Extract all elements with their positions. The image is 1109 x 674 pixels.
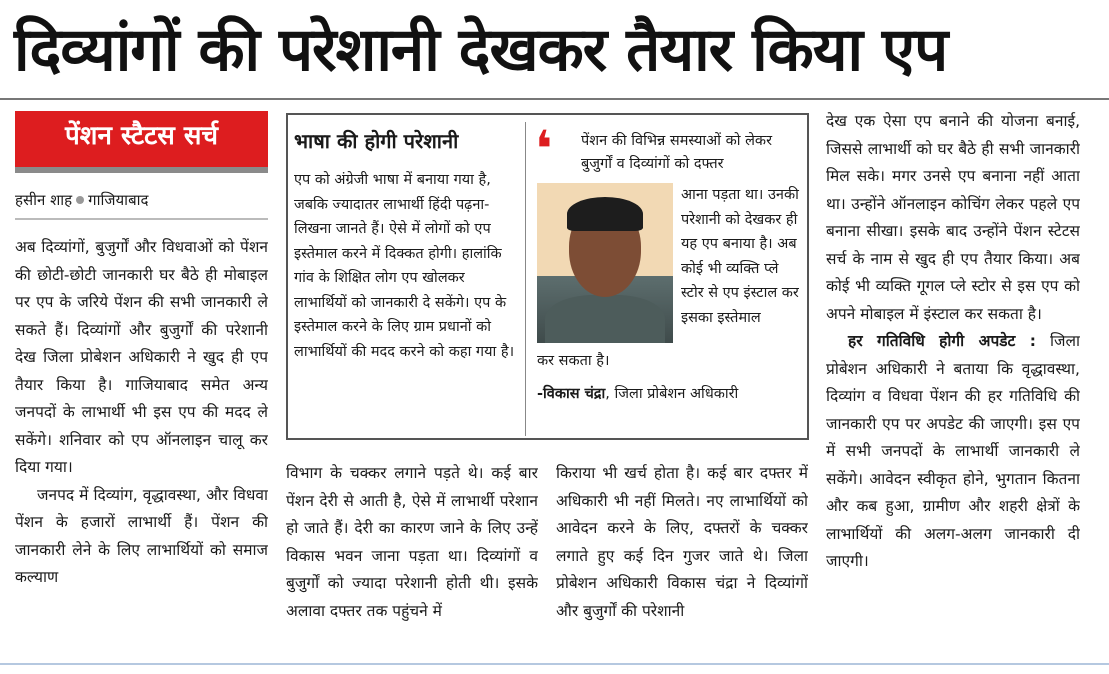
bottom-rule — [0, 663, 1109, 665]
column-1-paragraph-1: अब दिव्यांगों, बुजुर्गों और विधवाओं को पेंशन की छोटी-छोटी जानकारी घर बैठे ही मोबाइल पर एप के जरिये पेंशन की सभी जानकारी ले सकते हैं। दिव्यांगों और बुजुर्गों की परेशानी देख जिला प्रोबेशन अधिकारी ने खुद ही एप तैयार किया है। गाजियाबाद समेत अन्य जनपदों के लाभार्थी भी इस एप की मदद ले सकेंगे। शनिवार को एप ऑनलाइन चालू कर दिया गया। — [15, 238, 268, 476]
column-4-paragraph-1: देख एक ऐसा एप बनाने की योजना बनाई, जिससे लाभार्थी को घर बैठे ही सभी जानकारी मिल सके। मगर उनसे एप बनाना नहीं आता था। उन्होंने ऑनलाइन कोचिंग लेकर पहले एप बनाना सीखा। इसके बाद उन्होंने पेंशन स्टेटस सर्च के नाम से खुद ही एप तैयार किया। अब कोई भी व्यक्ति गूगल प्ले स्टोर से इस एप को अपने मोबाइल में इंस्टाल कर सकता है। — [826, 112, 1080, 323]
signature-title: , जिला प्रोबेशन अधिकारी — [605, 386, 739, 402]
signature-name: -विकास चंद्रा — [537, 386, 606, 402]
quote-text-right: आना पड़ता था। उनकी परेशानी को देखकर ही यह एप बनाया है। अब कोई भी व्यक्ति प्ले स्टोर से एप इंस्टाल कर इसका इस्तेमाल — [681, 187, 799, 326]
byline-author: हसीन शाह — [15, 191, 73, 209]
quote-mark-icon: ❛ — [535, 120, 553, 178]
quote-signature — [537, 383, 805, 405]
column-2-text: विभाग के चक्कर लगाने पड़ते थे। कई बार पेंशन देरी से आती है, ऐसे में लाभार्थी परेशान हो जाते हैं। देरी का कारण जाने के लिए उन्हें विकास भवन जाना पड़ता था। दिव्यांगों व बुजुर्गों को ज्यादा परेशानी होती थी। इसके अलावा दफ्तर तक पहुंचने में — [286, 464, 538, 620]
column-3-text: किराया भी खर्च होता है। कई बार दफ्तर में अधिकारी भी नहीं मिलते। नए लाभार्थियों को आवेदन करने के लिए, दफ्तरों के चक्कर लगाते हुए कई दिन गुजर जाते थे। जिला प्रोबेशन अधिकारी विकास चंद्रा ने दिव्यांगों और बुजुर्गों की परेशानी — [556, 464, 808, 620]
byline-location: गाजियाबाद — [88, 191, 149, 209]
column-1 — [15, 234, 268, 658]
headline: दिव्यांगों की परेशानी देखकर तैयार किया एप — [14, 15, 948, 85]
quote-text-top: पेंशन की विभिन्न समस्याओं को लेकर बुजुर्गों व दिव्यांगों को दफ्तर — [581, 133, 772, 172]
quote-text-bottom: कर सकता है। — [537, 353, 610, 369]
byline — [15, 190, 268, 210]
bullet-icon — [76, 196, 84, 204]
sidebar-box-divider — [525, 122, 526, 436]
column-1-paragraph-2: जनपद में दिव्यांग, वृद्धावस्था, और विधवा पेंशन के हजारों लाभार्थी हैं। पेंशन की जानकारी लेने के लिए लाभार्थियों को समाज कल्याण — [15, 485, 268, 586]
column-4 — [826, 108, 1080, 658]
column-3 — [556, 460, 808, 658]
byline-rule — [15, 218, 268, 220]
sidebar-box-text: एप को अंग्रेजी भाषा में बनाया गया है, जबकि ज्यादातर लाभार्थी हिंदी पढ़ना-लिखना जानते हैं। ऐसे में लोगों को एप इस्तेमाल करने में दिक्कत होगी। हालांकि गांव के शिक्षित लोग एप खोलकर लाभार्थियों को जानकारी दे सकेंगे। एप के इस्तेमाल करने के लिए ग्राम प्रधानों को लाभार्थियों की मदद करने को कहा गया है। — [294, 172, 515, 360]
column-2 — [286, 460, 538, 658]
column-4-paragraph-2 — [826, 328, 1080, 576]
officer-photo — [537, 183, 673, 343]
column-4-paragraph-2-text: जिला प्रोबेशन अधिकारी ने बताया कि वृद्धावस्था, दिव्यांग व विधवा पेंशन की हर गतिविधि की जानकारी एप पर अपडेट की जाएगी। इस एप में सभी जनपदों के लाभार्थी जानकारी ले सकेंगे। आवेदन स्वीकृत होने, भुगतान कितना और कब हुआ, ग्रामीण और शहरी क्षेत्रों के लाभार्थियों की अलग-अलग जानकारी दी जाएगी। — [826, 332, 1080, 570]
column-4-subhead: हर गतिविधि होगी अपडेट : — [848, 332, 1036, 350]
section-label: पेंशन स्टैटस सर्च — [15, 111, 268, 167]
headline-rule — [0, 98, 1109, 100]
sidebar-box-title: भाषा की होगी परेशानी — [294, 129, 459, 153]
